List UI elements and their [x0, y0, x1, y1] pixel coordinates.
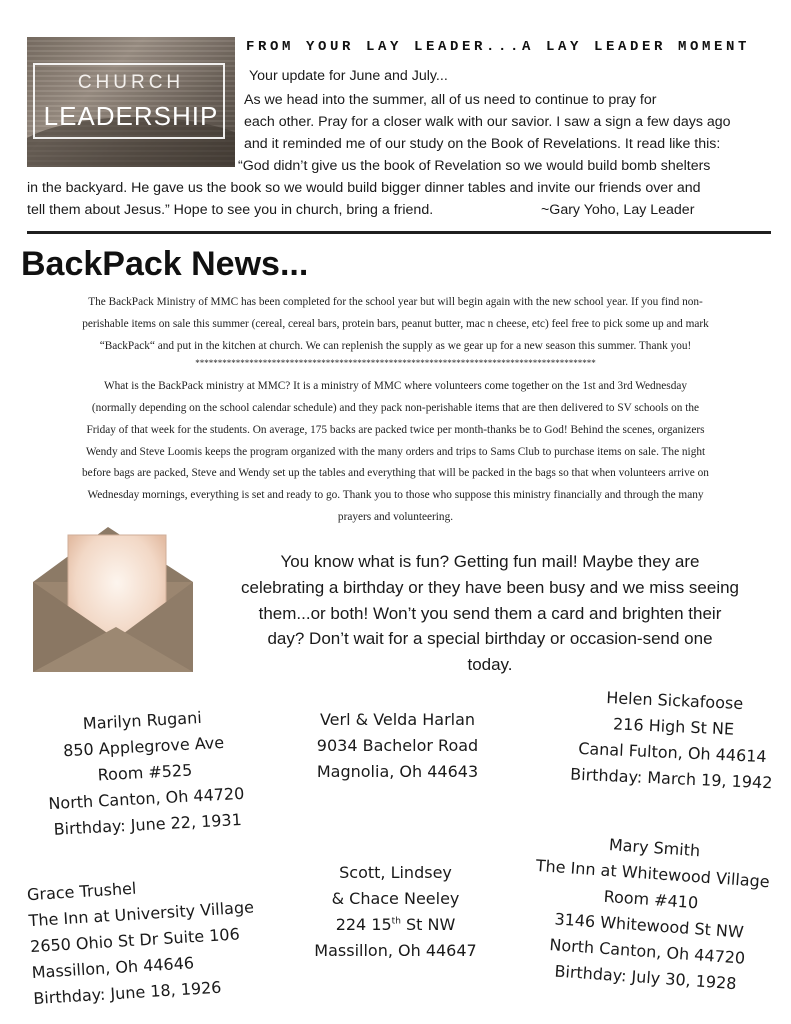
backpack-para1-line: “BackPack“ and put in the kitchen at church. We can replenish the supply as we gear up for a new season this summer. Thank you! [99, 340, 692, 352]
address-line: 9034 Bachelor Road [316, 736, 479, 755]
church-leadership-image [27, 37, 235, 167]
address-line: Massillon, Oh 44647 [314, 941, 477, 960]
mail-intro-line: You know what is fun? Getting fun mail! Maybe they are [280, 552, 700, 571]
leader-line: Your update for June and July... [249, 68, 448, 84]
leader-line: and it reminded me of our study on the Book of Revelations. It read like this: [244, 136, 721, 152]
address-card-neeley [298, 860, 493, 964]
street-name: St NW [400, 915, 456, 934]
address-line [298, 912, 493, 938]
leader-line: each other. Pray for a closer walk with our savior. I saw a sign a few days ago [244, 114, 731, 130]
envelope-icon [28, 527, 203, 675]
address-line: Birthday: June 18, 1926 [32, 977, 222, 1009]
ordinal-suffix: th [391, 916, 401, 927]
address-line: Massillon, Oh 44646 [31, 953, 195, 983]
mail-intro-line: day? Don’t wait for a special birthday or occasion-send one [267, 629, 713, 648]
backpack-para1-line: perishable items on sale this summer (cereal, cereal bars, protein bars, peanut butter, mac n cheese, etc) feel free to pick some up and mark [82, 318, 709, 330]
address-line: & Chace Neeley [331, 889, 460, 908]
backpack-para2-line: (normally depending on the school calendar schedule) and they pack non-perishable items that are then delivered to SV schools on the [91, 402, 700, 414]
address-line: Scott, Lindsey [339, 863, 452, 882]
address-line: 3146 Whitewood St NW [553, 909, 745, 942]
address-line: 2650 Ohio St Dr Suite 106 [29, 924, 241, 957]
address-line: Marilyn Rugani [82, 707, 203, 734]
address-line: Magnolia, Oh 44643 [316, 762, 479, 781]
asterisk-separator: ***************************************************************************************** [195, 358, 596, 368]
address-card-sickafoose [556, 683, 790, 797]
backpack-para2-line: Friday of that week for the students. On average, 175 backs are packed twice per month-thanks be to God! Behind the scenes, organizers [86, 424, 705, 436]
leader-line: “God didn’t give us the book of Revelation so we would build bomb shelters [238, 158, 711, 174]
backpack-para2-line: What is the BackPack ministry at MMC? It is a ministry of MMC where volunteers come together on the 1st and 3rd Wednesday [103, 380, 688, 392]
address-line: Mary Smith [608, 834, 701, 861]
address-card-smith [510, 826, 790, 1000]
address-line: North Canton, Oh 44720 [47, 783, 245, 814]
mail-intro-line: them...or both! Won’t you send them a card and brighten their [258, 604, 722, 623]
leader-line: As we head into the summer, all of us need to continue to pray for [244, 92, 657, 108]
address-line: The Inn at Whitewood Village [535, 855, 771, 892]
address-line: Grace Trushel [26, 878, 137, 905]
backpack-para2-line: before bags are packed, Steve and Wendy set up the tables and everything that will be packed in the bags so that when volunteers arrive on [82, 467, 709, 479]
address-line: Room #525 [97, 760, 193, 785]
address-line: Verl & Velda Harlan [319, 710, 476, 729]
section-divider [27, 231, 771, 234]
address-card-rugani [27, 702, 263, 844]
address-line: Birthday: July 30, 1928 [553, 961, 738, 994]
leader-line: tell them about Jesus.” Hope to see you in church, bring a friend. [27, 202, 434, 218]
lay-leader-heading: FROM YOUR LAY LEADER...A LAY LEADER MOMENT [246, 39, 751, 55]
leader-line: in the backyard. He gave us the book so we would build bigger dinner tables and invite our friends over and [27, 180, 701, 196]
street-number: 224 15 [335, 915, 392, 934]
address-line: North Canton, Oh 44720 [548, 935, 746, 968]
backpack-para2-line: prayers and volunteering. [337, 511, 454, 523]
address-line: Birthday: June 22, 1931 [53, 810, 243, 839]
backpack-para1-line: The BackPack Ministry of MMC has been completed for the school year but will begin again with the new school year. If you find non- [88, 296, 703, 308]
mail-intro-line: celebrating a birthday or they have been busy and we miss seeing [240, 578, 740, 597]
image-title-line2: LEADERSHIP [43, 101, 219, 131]
backpack-para2-line: Wednesday mornings, everything is set and ready to go. Thank you to those who suppose this ministry financially and through the many [87, 489, 704, 501]
address-line: Room #410 [603, 886, 699, 913]
mail-intro-line: today. [467, 655, 513, 674]
address-line: Helen Sickafoose [605, 688, 744, 714]
leader-signature: ~Gary Yoho, Lay Leader [541, 202, 695, 218]
address-line: Birthday: March 19, 1942 [569, 764, 773, 793]
address-line: The Inn at University Village [28, 897, 255, 931]
address-line: 850 Applegrove Ave [62, 732, 225, 761]
backpack-news-title: BackPack News... [21, 245, 309, 283]
backpack-para2-line: Wendy and Steve Loomis keeps the program organized with the many orders and trips to Sams Club to purchase items on sale. The night [85, 446, 706, 458]
address-card-harlan [300, 707, 495, 785]
image-title-line1: CHURCH [77, 72, 185, 93]
address-line: Canal Fulton, Oh 44614 [577, 738, 768, 767]
address-card-trushel [26, 866, 301, 1012]
address-line: 216 High St NE [612, 714, 735, 739]
